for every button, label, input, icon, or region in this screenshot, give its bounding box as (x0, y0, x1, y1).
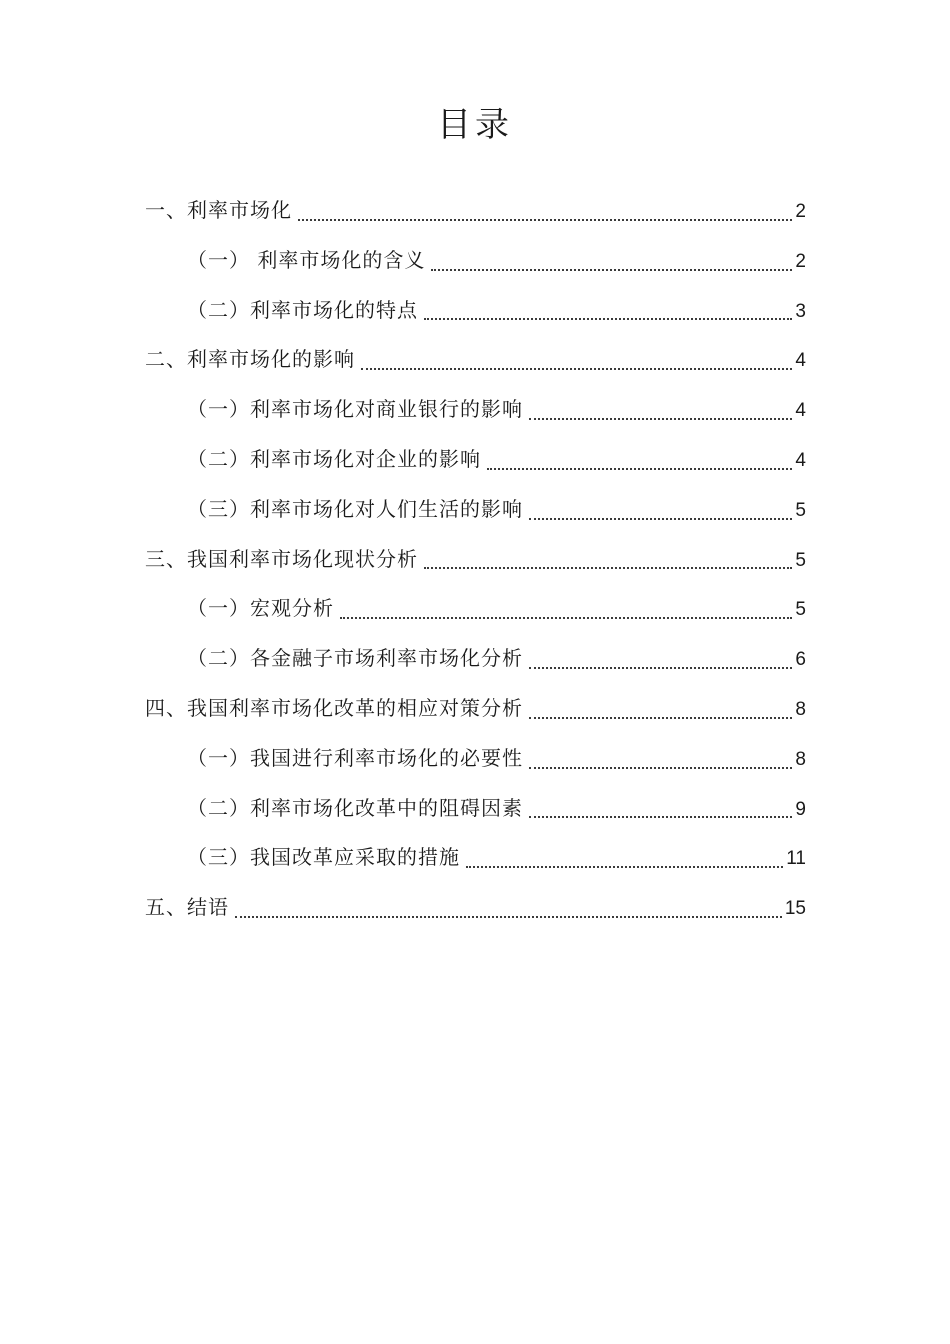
toc-entry-label: 一、利率市场化 (145, 198, 292, 222)
toc-entry[interactable] (145, 236, 806, 286)
toc-page-number: 4 (795, 449, 806, 471)
dot-leader (529, 765, 792, 769)
toc-page-number: 9 (795, 798, 806, 820)
toc-entry[interactable] (145, 584, 806, 634)
toc-entry[interactable] (145, 435, 806, 485)
toc-entry[interactable] (145, 684, 806, 734)
dot-leader (298, 217, 792, 221)
toc-entry[interactable] (145, 186, 806, 236)
toc-entry-label: （一）宏观分析 (187, 596, 334, 621)
toc-page-number: 5 (795, 549, 806, 571)
toc-entry[interactable] (145, 535, 806, 585)
dot-leader (529, 416, 792, 420)
toc-entry-label: （二）利率市场化对企业的影响 (187, 446, 481, 471)
dot-leader (340, 615, 792, 619)
toc-entry-label: 五、结语 (145, 895, 229, 920)
toc-entry-label: （二）利率市场化的特点 (187, 297, 418, 322)
dot-leader (424, 316, 792, 320)
toc-entry-label: （三）我国改革应采取的措施 (187, 845, 460, 870)
toc-page-number: 2 (795, 250, 806, 272)
toc-page-number: 15 (784, 898, 806, 920)
dot-leader (235, 914, 782, 918)
toc-page-number: 6 (795, 649, 806, 671)
toc-entry-label: （三）利率市场化对人们生活的影响 (187, 496, 523, 521)
toc-page-number: 4 (795, 400, 806, 422)
toc-entry-label: 四、我国利率市场化改革的相应对策分析 (145, 695, 523, 720)
toc-entry-label: （一）利率市场化对商业银行的影响 (187, 397, 523, 422)
toc-entry-label: 二、利率市场化的影响 (145, 347, 355, 372)
toc-page-number: 5 (795, 599, 806, 621)
dot-leader (361, 366, 792, 370)
dot-leader (529, 665, 792, 669)
toc-entry-label: （一） 利率市场化的含义 (187, 247, 426, 272)
toc-entry-label: （二）利率市场化改革中的阻碍因素 (187, 795, 523, 820)
toc-page-number: 8 (795, 748, 806, 770)
toc-entry-label: （二）各金融子市场利率市场化分析 (187, 646, 523, 671)
dot-leader (529, 715, 792, 719)
dot-leader (431, 267, 792, 271)
toc-page-number: 4 (795, 350, 806, 372)
table-of-contents (145, 186, 806, 933)
toc-entry[interactable] (145, 286, 806, 336)
toc-entry[interactable] (145, 335, 806, 385)
toc-entry[interactable] (145, 833, 806, 883)
dot-leader (529, 516, 792, 520)
toc-entry[interactable] (145, 385, 806, 435)
dot-leader (424, 565, 792, 569)
toc-page-number: 8 (795, 698, 806, 720)
toc-entry-label: 三、我国利率市场化现状分析 (145, 546, 418, 571)
toc-entry[interactable] (145, 485, 806, 535)
toc-page-number: 11 (786, 848, 806, 870)
toc-page-number: 3 (795, 300, 806, 322)
dot-leader (529, 814, 792, 818)
toc-entry-label: （一）我国进行利率市场化的必要性 (187, 745, 523, 770)
dot-leader (466, 864, 783, 868)
toc-entry[interactable] (145, 634, 806, 684)
toc-entry[interactable] (145, 784, 806, 834)
dot-leader (487, 466, 792, 470)
page-title: 目录 (437, 105, 513, 145)
toc-page-number: 2 (795, 201, 806, 222)
toc-entry[interactable] (145, 734, 806, 784)
toc-entry[interactable] (145, 883, 806, 933)
toc-page-number: 5 (795, 499, 806, 521)
